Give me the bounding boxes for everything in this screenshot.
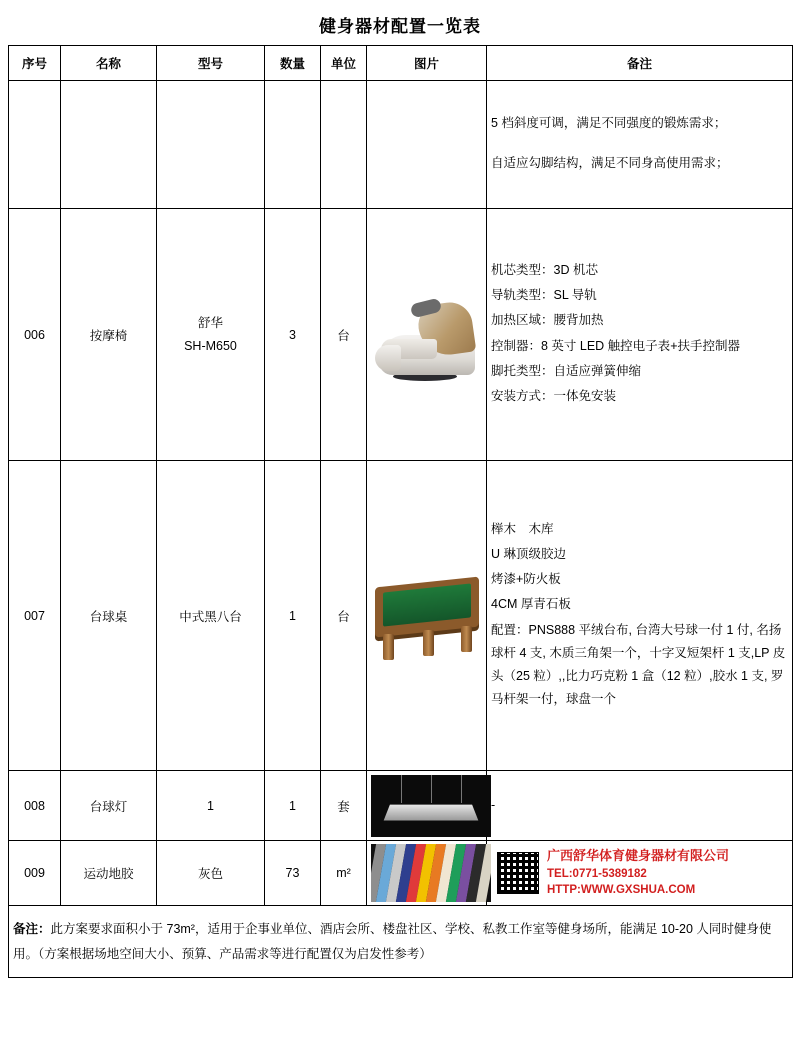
equipment-table bbox=[8, 45, 793, 978]
remark-line: 导轨类型：SL 导轨 bbox=[491, 288, 597, 303]
cell-qty: 1 bbox=[265, 771, 321, 841]
cell-model: 灰色 bbox=[157, 841, 265, 906]
company-block bbox=[491, 847, 788, 899]
cell-unit bbox=[321, 81, 367, 209]
cell-model: 1 bbox=[157, 771, 265, 841]
cell-qty: 73 bbox=[265, 841, 321, 906]
column-header-no: 序号 bbox=[9, 46, 61, 81]
lamp-wire bbox=[431, 775, 432, 803]
column-header-name: 名称 bbox=[61, 46, 157, 81]
cell-name: 运动地胶 bbox=[61, 841, 157, 906]
cell-model bbox=[157, 209, 265, 461]
cell-name: 台球桌 bbox=[61, 461, 157, 771]
remark-line: U 琳顶级胶边 bbox=[491, 547, 567, 562]
page-title: 健身器材配置一览表 bbox=[319, 17, 481, 36]
lamp-wire bbox=[461, 775, 462, 803]
cell-model: 中式黑八台 bbox=[157, 461, 265, 771]
cell-no bbox=[9, 81, 61, 209]
chair-footrest bbox=[375, 345, 401, 371]
massage-chair-photo bbox=[371, 281, 483, 389]
model-line-2: SH-M650 bbox=[184, 338, 237, 353]
remark-line: 安装方式：一体免安装 bbox=[491, 388, 617, 403]
model-line-1: 舒华 bbox=[197, 316, 223, 330]
lamp-wire bbox=[401, 775, 402, 803]
cell-remark bbox=[487, 461, 793, 771]
remark-line: 4CM 厚青石板 bbox=[491, 597, 571, 612]
cell-no: 007 bbox=[9, 461, 61, 771]
column-header-image: 图片 bbox=[367, 46, 487, 81]
remark-line: 控制器：8 英寸 LED 触控电子表+扶手控制器 bbox=[491, 338, 740, 353]
column-header-remark: 备注 bbox=[487, 46, 793, 81]
company-name: 广西舒华体育健身器材有限公司 bbox=[547, 847, 730, 863]
remark-line: 榉木 木库 bbox=[491, 522, 554, 536]
cell-image bbox=[367, 841, 487, 906]
cell-no: 009 bbox=[9, 841, 61, 906]
cell-no: 006 bbox=[9, 209, 61, 461]
cell-unit: 台 bbox=[321, 209, 367, 461]
table-row bbox=[9, 209, 793, 461]
table-row bbox=[9, 81, 793, 209]
cell-no: 008 bbox=[9, 771, 61, 841]
table-footer-row bbox=[9, 906, 793, 978]
remark-line: 5 档斜度可调，满足不同强度的锻炼需求； bbox=[491, 116, 727, 131]
column-header-model: 型号 bbox=[157, 46, 265, 81]
company-tel: TEL:0771-5389182 bbox=[547, 867, 647, 880]
cell-unit: 套 bbox=[321, 771, 367, 841]
cell-unit: 台 bbox=[321, 461, 367, 771]
cell-company-info bbox=[487, 841, 793, 906]
remark-line: 烤漆+防火板 bbox=[491, 572, 561, 587]
billiard-leg bbox=[383, 634, 394, 660]
cell-image bbox=[367, 461, 487, 771]
remark-line: 加热区域：腰背加热 bbox=[491, 313, 604, 328]
cell-qty: 3 bbox=[265, 209, 321, 461]
column-header-qty: 数量 bbox=[265, 46, 321, 81]
cell-remark bbox=[487, 81, 793, 209]
cell-remark bbox=[487, 209, 793, 461]
cell-image bbox=[367, 209, 487, 461]
cell-unit: m² bbox=[321, 841, 367, 906]
footer-label: 备注： bbox=[13, 922, 51, 937]
billiard-leg bbox=[423, 630, 434, 656]
remark-line: 配置：PNS888 平绒台布, 台湾大号球一付 1 付, 名扬球杆 4 支, 木质三角架一个，十字叉短架杆 1 支,LP 皮头（25 粒）,,比力巧克粉 1 盒（12 粒）,胶水 1 支, 罗马杆架一付，球盘一个 bbox=[491, 622, 786, 706]
company-text bbox=[547, 847, 729, 899]
billiard-leg bbox=[461, 626, 472, 652]
cell-image bbox=[367, 771, 487, 841]
cell-remark: - bbox=[487, 771, 793, 841]
table-header-row bbox=[9, 46, 793, 81]
footer-text: 此方案要求面积小于 73m²，适用于企事业单位、酒店会所、楼盘社区、学校、私教工作室等健身场所，能满足 10-20 人同时健身使用。（方案根据场地空间大小、预算、产品需求等进行配置仅为启发性参考） bbox=[13, 922, 772, 961]
qr-code-icon bbox=[497, 852, 539, 894]
cell-name: 台球灯 bbox=[61, 771, 157, 841]
footer-note bbox=[9, 906, 793, 978]
cell-qty: 1 bbox=[265, 461, 321, 771]
table-row bbox=[9, 771, 793, 841]
column-header-unit: 单位 bbox=[321, 46, 367, 81]
table-row bbox=[9, 841, 793, 906]
remark-line: 自适应勾脚结构，满足不同身高使用需求； bbox=[491, 155, 729, 170]
billiard-lamp-photo bbox=[371, 775, 491, 837]
cell-image bbox=[367, 81, 487, 209]
sport-flooring-photo bbox=[371, 844, 491, 902]
lamp-shade bbox=[384, 804, 479, 820]
table-row bbox=[9, 461, 793, 771]
remark-line: 脚托类型：自适应弹簧伸缩 bbox=[491, 363, 642, 378]
company-url[interactable]: HTTP:WWW.GXSHUA.COM bbox=[547, 884, 696, 897]
cell-name bbox=[61, 81, 157, 209]
cell-qty bbox=[265, 81, 321, 209]
cell-model bbox=[157, 81, 265, 209]
remark-line: 机芯类型：3D 机芯 bbox=[491, 263, 598, 278]
cell-name: 按摩椅 bbox=[61, 209, 157, 461]
billiard-table-photo bbox=[371, 560, 483, 672]
